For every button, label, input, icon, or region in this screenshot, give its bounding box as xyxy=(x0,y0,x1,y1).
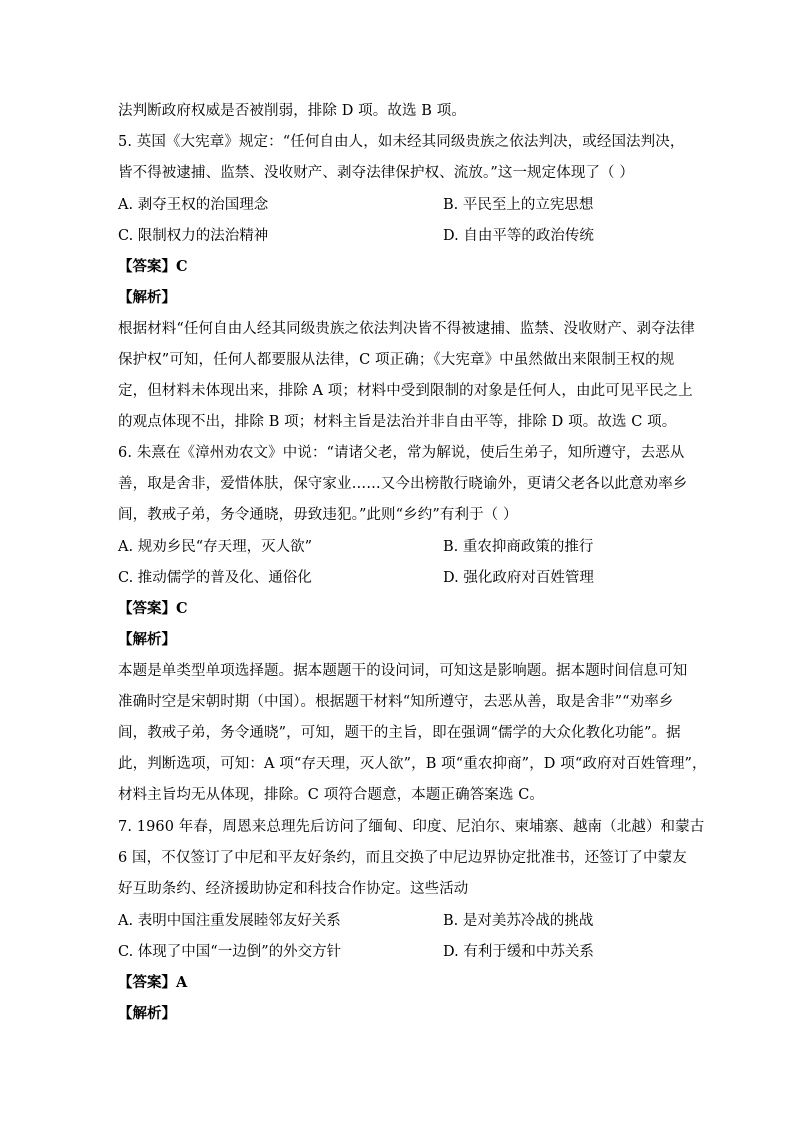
question-5-analysis-label: 【解析】 xyxy=(118,289,176,306)
question-5-answer: 【答案】C xyxy=(118,258,188,275)
question-6-answer: 【答案】C xyxy=(118,600,188,617)
question-5-stem-line-2: 皆不得被逮捕、监禁、没收财产、剥夺法律保护权、流放。”这一规定体现了（ ） xyxy=(118,165,634,181)
question-5-analysis-line-1: 根据材料“任何自由人经其同级贵族之依法判决皆不得被逮捕、监禁、没收财产、剥夺法律 xyxy=(118,321,695,337)
question-6-option-b: B. 重农抑商政策的推行 xyxy=(443,539,594,555)
question-7-option-d: D. 有利于缓和中苏关系 xyxy=(443,944,594,960)
question-6-analysis-label: 【解析】 xyxy=(118,631,176,648)
paragraph-line: 法判断政府权威是否被削弱，排除 D 项。故选 B 项。 xyxy=(118,103,466,119)
question-6-option-c: C. 推动儒学的普及化、通俗化 xyxy=(118,570,312,586)
question-5-analysis-line-3: 定，但材料未体现出来，排除 A 项；材料中受到限制的对象是任何人，由此可见平民之上 xyxy=(118,383,693,399)
question-5-analysis-line-2: 保护权”可知，任何人都要服从法律，C 项正确；《大宪章》中虽然做出来限制王权的规 xyxy=(118,352,675,368)
question-6-analysis-line-3: 闾，教戒子弟，务令通晓”，可知，题干的主旨，即在强调“儒学的大众化教化功能”。据 xyxy=(118,725,681,741)
question-6-stem-line-1: 6. 朱熹在《漳州劝农文》中说：“请诸父老，常为解说，使后生弟子，知所遵守，去恶从 xyxy=(118,445,685,461)
question-7-answer: 【答案】A xyxy=(118,974,188,991)
question-7-stem-line-3: 好互助条约、经济援助协定和科技合作协定。这些活动 xyxy=(118,881,469,897)
question-5-option-c: C. 限制权力的法治精神 xyxy=(118,228,269,244)
question-5-option-b: B. 平民至上的立宪思想 xyxy=(443,197,594,213)
question-6-option-d: D. 强化政府对百姓管理 xyxy=(443,570,594,586)
question-6-analysis-line-4: 此，判断选项，可知：A 项“存天理，灭人欲”，B 项“重农抑商”，D 项“政府对百姓管理”， xyxy=(118,756,707,772)
question-6-stem-line-2: 善，取是舍非，爱惜体肤，保守家业……又今出榜散行晓谕外，更请父老各以此意劝率乡 xyxy=(118,476,688,492)
question-7-analysis-label: 【解析】 xyxy=(118,1005,176,1022)
question-7-option-a: A. 表明中国注重发展睦邻友好关系 xyxy=(118,913,341,929)
question-5-option-d: D. 自由平等的政治传统 xyxy=(443,228,594,244)
question-7-stem-line-2: 6 国，不仅签订了中尼和平友好条约，而且交换了中尼边界协定批准书，还签订了中蒙友 xyxy=(118,850,687,866)
question-7-option-c: C. 体现了中国“一边倒”的外交方针 xyxy=(118,944,342,960)
question-5-option-a: A. 剥夺王权的治国理念 xyxy=(118,197,269,213)
question-6-stem-line-3: 闾，教戒子弟，务令通晓，毋致违犯。”此则“乡约”有利于（ ） xyxy=(118,507,518,523)
question-6-analysis-line-2: 准确时空是宋朝时期（中国）。根据题干材料“知所遵守，去恶从善，取是舍非”“劝率乡 xyxy=(118,694,674,710)
question-6-analysis-line-5: 材料主旨均无从体现，排除。C 项符合题意，本题正确答案选 C。 xyxy=(118,787,545,803)
question-5-analysis-line-4: 的观点体现不出，排除 B 项；材料主旨是法治并非自由平等，排除 D 项。故选 C 项。 xyxy=(118,414,677,430)
question-6-option-a: A. 规劝乡民“存天理，灭人欲” xyxy=(118,539,313,555)
question-7-option-b: B. 是对美苏冷战的挑战 xyxy=(443,913,594,929)
question-7-stem-line-1: 7. 1960 年春，周恩来总理先后访问了缅甸、印度、尼泊尔、柬埔寨、越南（北越）和蒙古 xyxy=(118,819,705,835)
question-5-stem-line-1: 5. 英国《大宪章》规定：“任何自由人，如未经其同级贵族之依法判决，或经国法判决， xyxy=(118,134,685,150)
question-6-analysis-line-1: 本题是单类型单项选择题。据本题题干的设问词，可知这是影响题。据本题时间信息可知 xyxy=(118,663,688,679)
